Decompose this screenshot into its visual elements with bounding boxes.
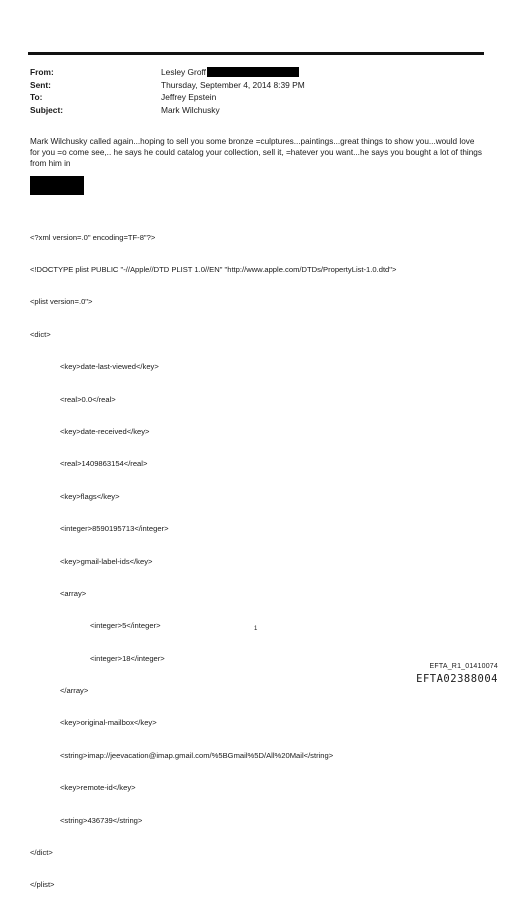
from-value (161, 66, 299, 79)
redaction-bar (207, 67, 299, 77)
to-value: Jeffrey Epstein (161, 92, 217, 103)
sent-label: Sent: (30, 79, 51, 90)
code-line: <key>date-received</key> (60, 426, 150, 436)
message-body: Mark Wilchusky called again...hoping to sell you some bronze =culptures...paintings...great things to show you...would love for you =o come see,.. he says he could catalog your collection, sell it, =hatever you want...he says you bought a lot of things from him in (30, 137, 482, 169)
code-line: <array> (60, 588, 87, 598)
code-line: <key>flags</key> (60, 491, 120, 501)
subject-value: Mark Wilchusky (161, 104, 220, 115)
code-line: <real>1409863154</real> (60, 459, 148, 469)
email-header (30, 66, 305, 116)
to-row (30, 91, 305, 104)
code-line: <integer>5</integer> (90, 621, 161, 631)
code-line: <key>date-last-viewed</key> (60, 362, 159, 372)
code-line: <real>0.0</real> (60, 394, 116, 404)
code-line: </dict> (30, 848, 53, 858)
code-line: <!DOCTYPE plist PUBLIC "-//Apple//DTD PLIST 1.0//EN" "http://www.apple.com/DTDs/PropertyList-1.0.dtd"> (30, 264, 397, 274)
to-label: To: (30, 92, 43, 103)
sent-value: Thursday, September 4, 2014 8:39 PM (161, 79, 305, 90)
code-line: </array> (60, 686, 89, 696)
redaction-block (30, 176, 84, 195)
code-line: <integer>18</integer> (90, 653, 165, 663)
code-line: <dict> (30, 329, 51, 339)
code-line: <string>436739</string> (60, 815, 143, 825)
from-row (30, 66, 305, 79)
from-label: From: (30, 67, 54, 77)
code-line: <key>gmail-label-ids</key> (60, 556, 153, 566)
code-line: <plist version=.0"> (30, 297, 93, 307)
page-number: 1 (254, 626, 258, 632)
code-line: <?xml version=.0" encoding=TF-8"?> (30, 232, 156, 242)
from-name: Lesley Groff (161, 67, 206, 77)
code-line: <key>original-mailbox</key> (60, 718, 157, 728)
code-line: <key>remote-id</key> (60, 783, 136, 793)
plist-code-block (30, 211, 396, 902)
sent-row (30, 79, 305, 92)
code-line: <integer>8590195713</integer> (60, 524, 169, 534)
doc-id-large: EFTA02388004 (416, 673, 498, 685)
subject-label: Subject: (30, 104, 64, 115)
header-rule (28, 52, 484, 55)
code-line: <string>imap://jeevacation@imap.gmail.com/%5BGmail%5D/All%20Mail</string> (60, 750, 334, 760)
subject-row (30, 104, 305, 117)
code-line: </plist> (30, 880, 55, 890)
doc-id-small: EFTA_R1_01410074 (429, 663, 498, 670)
